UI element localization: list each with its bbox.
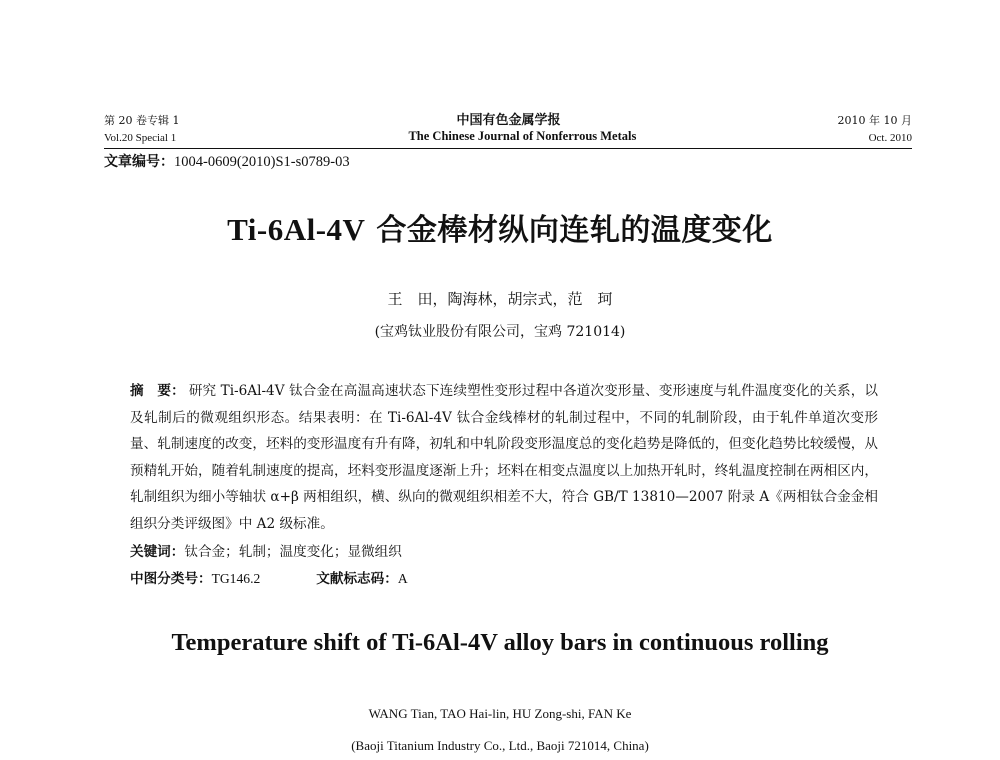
volume-cn: 第 20 卷专辑 1 <box>104 114 180 127</box>
authors-cn: 王 田，陶海林，胡宗式，范 珂 <box>387 290 613 308</box>
keywords-cn <box>130 541 402 563</box>
volume-en: Vol.20 Special 1 <box>104 132 177 144</box>
date-cn: 2010 年 10 月 <box>837 114 912 127</box>
abstract-label: 摘 要： <box>130 383 185 399</box>
header-divider <box>104 148 912 149</box>
keywords-value: 钛合金；轧制；温度变化；显微组织 <box>184 544 402 560</box>
article-number <box>104 152 350 172</box>
classification-line <box>130 568 408 590</box>
title-cn <box>0 210 1000 251</box>
clc-label: 中图分类号： <box>130 571 212 587</box>
title-cn-alloy: Ti-6Al-4V <box>227 212 366 247</box>
journal-name-en: The Chinese Journal of Nonferrous Metals <box>408 129 637 143</box>
doc-code-value: A <box>397 571 408 586</box>
title-en: Temperature shift of Ti-6Al-4V alloy bars in continuous rolling <box>171 629 829 656</box>
abstract-cn <box>130 378 878 537</box>
abstract-text: 研究 Ti-6Al-4V 钛合金在高温高速状态下连续塑性变形过程中各道次变形量、变形速度与轧件温度变化的关系，以及轧制后的微观组织形态。结果表明：在 Ti-6Al-4V 钛合金线棒材的轧制过程中，不同的轧制阶段，由于轧件单道次变形量、轧制速度的改变，坯料的变形温度有升有降，初轧和中轧阶段变形温度总的变化趋势是降低的，但变化趋势比较缓慢，从预精轧开始，随着轧制速度的提高，坯料变形温度逐渐上升；坯料在相变点温度以上加热开轧时，终轧温度控制在两相区内，轧制组织为细小等轴状 α+β 两相组织，横、纵向的微观组织相差不大，符合 GB/T 13810—2007 附录 A《两相钛合金金相组织分类评级图》中 A2 级标准。 <box>130 383 878 532</box>
date-en: Oct. 2010 <box>868 132 912 144</box>
title-cn-text: 合金棒材纵向连轧的温度变化 <box>365 213 773 248</box>
keywords-label: 关键词： <box>130 544 185 560</box>
doc-code-label: 文献标志码： <box>316 571 398 587</box>
article-number-value: 1004-0609(2010)S1-s0789-03 <box>174 154 350 170</box>
affiliation-cn: (宝鸡钛业股份有限公司，宝鸡 721014) <box>374 324 626 340</box>
authors-en: WANG Tian, TAO Hai-lin, HU Zong-shi, FAN Ke <box>368 706 632 721</box>
clc-value: TG146.2 <box>211 571 261 586</box>
running-header <box>104 112 912 144</box>
article-number-label: 文章编号： <box>104 154 174 170</box>
affiliation-en: (Baoji Titanium Industry Co., Ltd., Baoji 721014, China) <box>351 738 649 753</box>
journal-name-cn: 中国有色金属学报 <box>456 113 561 128</box>
